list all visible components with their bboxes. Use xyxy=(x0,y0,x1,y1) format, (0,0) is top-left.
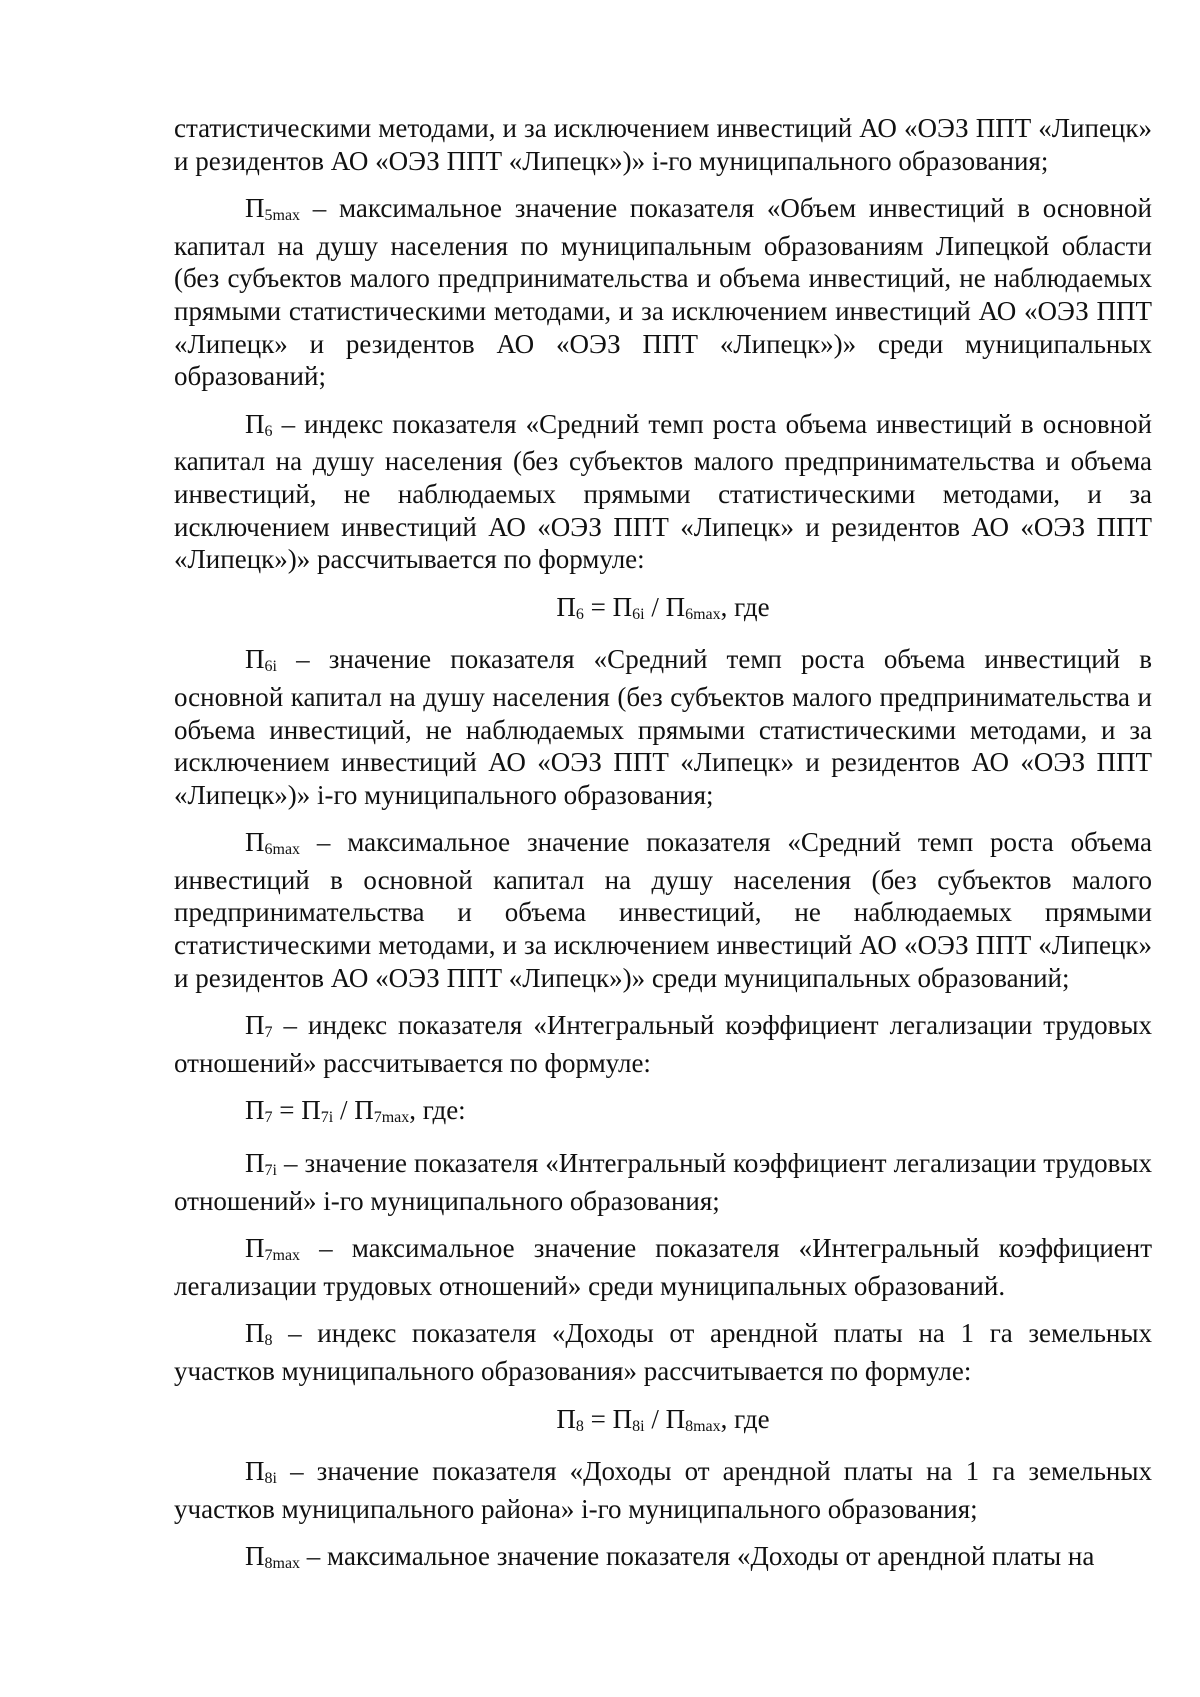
formula-text: / П xyxy=(644,1403,686,1434)
formula xyxy=(174,591,1152,629)
paragraph-text: статистическими методами, и за исключением инвестиций АО «ОЭЗ ППТ «Липецк» и резидентов АО «ОЭЗ ППТ «Липецк»)» i-го муниципального образования; xyxy=(174,113,1152,176)
formula-text: = П xyxy=(583,1403,633,1434)
formula xyxy=(174,1094,1152,1132)
indicator-symbol: П xyxy=(245,827,265,858)
formula-text: / П xyxy=(333,1095,374,1126)
paragraph xyxy=(174,1540,1152,1578)
formula-text: / П xyxy=(644,591,686,622)
indicator-symbol: П xyxy=(245,1148,265,1179)
formula-text: П xyxy=(245,1095,265,1126)
indicator-subscript: 6max xyxy=(264,841,301,859)
formula-subscript: 8max xyxy=(685,1417,721,1435)
formula-subscript: 7 xyxy=(264,1109,273,1127)
paragraph xyxy=(174,826,1152,994)
indicator-subscript: 7i xyxy=(264,1162,277,1180)
paragraph-text: – максимальное значение показателя «Доходы от арендной платы на xyxy=(300,1541,1095,1572)
paragraph-text: – индекс показателя «Интегральный коэффициент легализации трудовых отношений» рассчитывается по формуле: xyxy=(174,1010,1152,1078)
indicator-subscript: 8max xyxy=(264,1555,301,1573)
indicator-symbol: П xyxy=(245,408,265,439)
indicator-symbol: П xyxy=(245,1010,265,1041)
formula-subscript: 6 xyxy=(575,605,584,623)
paragraph-text: – максимальное значение показателя «Средний темп роста объема инвестиций в основной капитал на душу населения (без субъектов малого предпринимательства и объема инвестиций, не наблюдаемых прямыми статистическими методами, и за исключением инвестиций АО «ОЭЗ ППТ «Липецк» и резидентов АО «ОЭЗ ППТ «Липецк»)» среди муниципальных образований; xyxy=(174,827,1152,993)
formula-subscript: 7i xyxy=(320,1109,334,1127)
indicator-subscript: 6 xyxy=(264,422,273,440)
paragraph xyxy=(174,1317,1152,1387)
indicator-subscript: 8i xyxy=(264,1470,277,1488)
formula xyxy=(174,1403,1152,1441)
paragraph xyxy=(174,1009,1152,1079)
indicator-symbol: П xyxy=(245,644,265,675)
formula-subscript: 6i xyxy=(632,605,645,623)
formula-text: , где xyxy=(720,591,770,622)
formula-text: = П xyxy=(583,591,633,622)
formula-text: , где xyxy=(720,1403,770,1434)
paragraph-text: – значение показателя «Доходы от арендной платы на 1 га земельных участков муниципального района» i-го муниципального образования; xyxy=(174,1456,1152,1524)
paragraph-text: – значение показателя «Средний темп роста объема инвестиций в основной капитал на душу населения (без субъектов малого предпринимательства и объема инвестиций, не наблюдаемых прямыми статистическими методами, и за исключением инвестиций АО «ОЭЗ ППТ «Липецк» и резидентов АО «ОЭЗ ППТ «Липецк»)» i-го муниципального образования; xyxy=(174,644,1152,810)
paragraph-text: – индекс показателя «Средний темп роста объема инвестиций в основной капитал на душу населения (без субъектов малого предпринимательства и объема инвестиций, не наблюдаемых прямыми статистическими методами, и за исключением инвестиций АО «ОЭЗ ППТ «Липецк» и резидентов АО «ОЭЗ ППТ «Липецк»)» рассчитывается по формуле: xyxy=(174,408,1152,575)
indicator-subscript: 7 xyxy=(264,1024,273,1042)
paragraph xyxy=(174,192,1152,393)
formula-text: П xyxy=(556,1403,576,1434)
indicator-symbol: П xyxy=(245,193,265,224)
indicator-subscript: 7max xyxy=(264,1247,301,1265)
formula-subscript: 7max xyxy=(373,1109,410,1127)
formula-text: П xyxy=(556,591,576,622)
formula-text: = П xyxy=(272,1095,321,1126)
formula-subscript: 8i xyxy=(632,1417,645,1435)
indicator-symbol: П xyxy=(245,1456,265,1487)
formula-text: , где: xyxy=(409,1095,466,1126)
indicator-symbol: П xyxy=(245,1233,265,1264)
paragraph-text: – максимальное значение показателя «Интегральный коэффициент легализации трудовых отношений» среди муниципальных образований. xyxy=(174,1233,1152,1301)
indicator-symbol: П xyxy=(245,1541,265,1572)
formula-subscript: 8 xyxy=(575,1417,584,1435)
indicator-symbol: П xyxy=(245,1318,265,1349)
paragraph xyxy=(174,1232,1152,1302)
document-page xyxy=(174,112,1152,1593)
paragraph-text: – значение показателя «Интегральный коэффициент легализации трудовых отношений» i-го муниципального образования; xyxy=(174,1148,1152,1216)
paragraph xyxy=(174,112,1152,177)
paragraph xyxy=(174,643,1152,811)
paragraph xyxy=(174,408,1152,576)
paragraph-text: – индекс показателя «Доходы от арендной платы на 1 га земельных участков муниципального образования» рассчитывается по формуле: xyxy=(174,1318,1152,1386)
paragraph xyxy=(174,1147,1152,1217)
paragraph xyxy=(174,1455,1152,1525)
paragraph-text: – максимальное значение показателя «Объем инвестиций в основной капитал на душу населения по муниципальным образованиям Липецкой области (без субъектов малого предпринимательства и объема инвестиций, не наблюдаемых прямыми статистическими методами, и за исключением инвестиций АО «ОЭЗ ППТ «Липецк» и резидентов АО «ОЭЗ ППТ «Липецк»)» среди муниципальных образований; xyxy=(174,193,1152,392)
indicator-subscript: 5max xyxy=(264,207,301,225)
formula-subscript: 6max xyxy=(685,605,721,623)
indicator-subscript: 6i xyxy=(264,658,277,676)
indicator-subscript: 8 xyxy=(264,1332,273,1350)
